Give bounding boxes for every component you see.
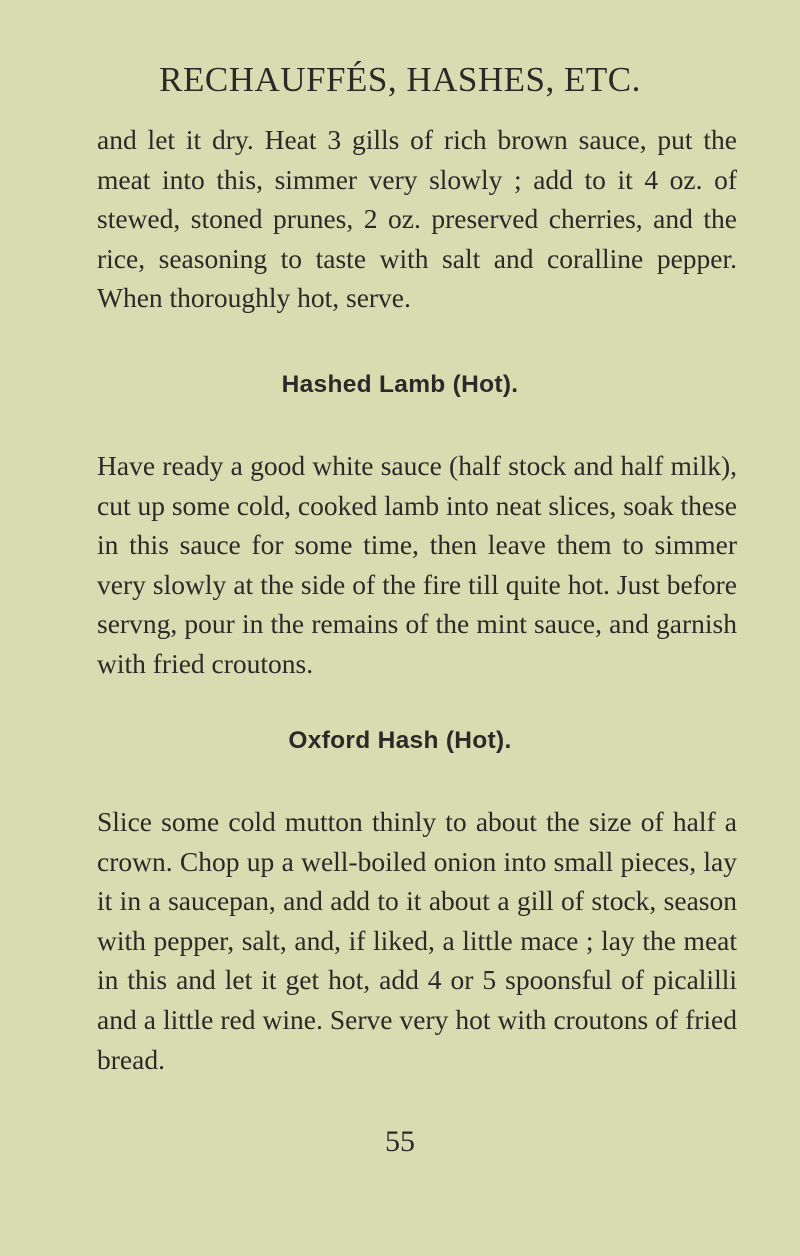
recipe-text-oxford-hash: Slice some cold mutton thinly to about the size of half a crown. Chop up a well-boiled onion into small pieces, lay it in a saucepan, and add to it about a gill of stock, season with pepper, salt, and, if liked, a little mace ; lay the meat in this and let it get hot, add 4 or 5 spoonsful of picalilli and a little red wine. Serve very hot with croutons of fried bread. [97,806,737,1075]
continued-recipe-text: and let it dry. Heat 3 gills of rich brown sauce, put the meat into this, simmer very slowly ; add to it 4 oz. of stewed, stoned prunes, 2 oz. preserved cherries, and the rice, seasoning to taste with salt and coralline pepper. When thoroughly hot, serve. [97,124,737,314]
recipe-text-hashed-lamb: Have ready a good white sauce (half stock and half milk), cut up some cold, cooked lamb into neat slices, soak these in this sauce for some time, then leave them to simmer very slowly at the side of the fire till quite hot. Just before servng, pour in the remains of the mint sauce, and garnish with fried croutons. [97,450,737,679]
recipe-heading-hashed-lamb: Hashed Lamb (Hot). [281,371,519,398]
running-head: RECHAUFFÉS, HASHES, ETC. [159,60,641,99]
recipe-heading-oxford-hash: Oxford Hash (Hot). [288,727,512,754]
page-number: 55 [385,1125,415,1158]
